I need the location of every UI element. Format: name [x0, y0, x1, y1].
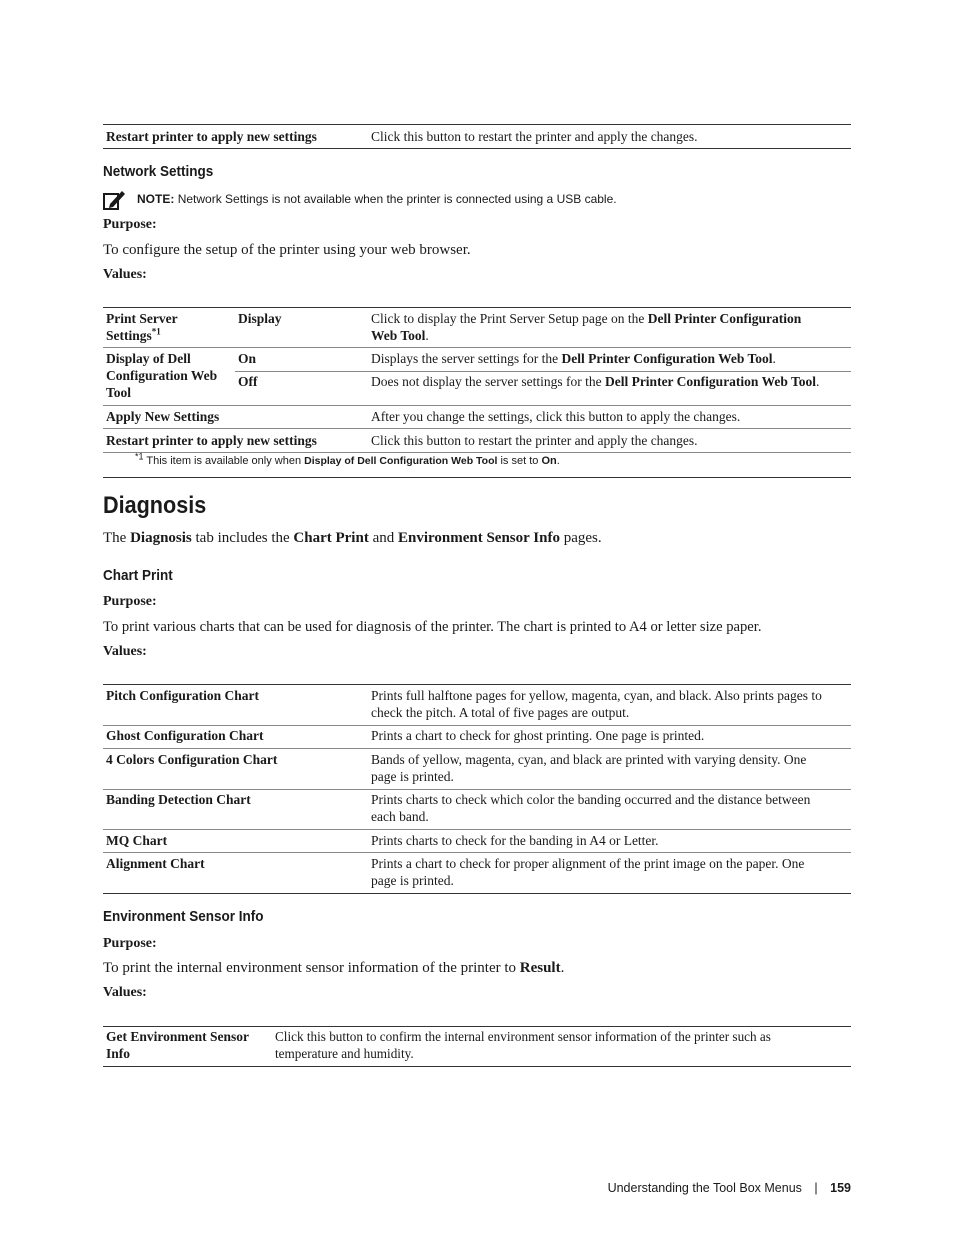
chart-print-heading: Chart Print — [103, 567, 173, 584]
chart-print-values-label: Values: — [103, 644, 147, 659]
chart-table-rule — [103, 789, 851, 790]
chart-row-label: MQ Chart — [106, 833, 168, 848]
chart-row-desc: Prints charts to check for the banding in A4 or Letter. — [371, 833, 659, 848]
top-table-rule-bottom — [103, 148, 851, 149]
network-table-rule-2b — [235, 371, 851, 372]
display-dell-off: Off — [238, 374, 258, 389]
chart-row-desc: Bands of yellow, magenta, cyan, and black are printed with varying density. One page is printed. — [371, 752, 807, 784]
restart-desc: Click this button to restart the printer and apply the changes. — [371, 433, 698, 448]
env-row-desc: Click this button to confirm the internal environment sensor information of the printer such as temperature and humidity. — [275, 1029, 771, 1061]
note-text: Network Settings is not available when the printer is connected using a USB cable. — [177, 192, 617, 206]
page-footer — [608, 1181, 851, 1195]
display-dell-on: On — [238, 351, 257, 366]
env-row-label: Get Environment Sensor Info — [106, 1029, 250, 1061]
network-purpose-label: Purpose: — [103, 217, 157, 232]
network-footnote: $^{*1}$ This item is available only when Display of Dell Configuration Web Tool is set to On. — [135, 451, 560, 467]
diagnosis-heading: Diagnosis — [103, 492, 207, 519]
top-table-desc: Click this button to restart the printer and apply the changes. — [371, 129, 698, 144]
network-table-rule-2 — [103, 347, 851, 348]
env-sensor-heading: Environment Sensor Info — [103, 908, 264, 925]
network-table-rule-5 — [103, 452, 851, 453]
display-dell-label: Display of Dell Configuration Web Tool — [106, 351, 218, 400]
network-table-rule-top — [103, 307, 851, 308]
network-table-rule-4 — [103, 428, 851, 429]
chart-row-label: 4 Colors Configuration Chart — [106, 752, 278, 767]
top-table-rule-top — [103, 124, 851, 125]
chart-row-desc: Prints full halftone pages for yellow, magenta, cyan, and black. Also prints pages to check the pitch. A total of five pages are output. — [371, 688, 822, 720]
chart-row-label: Ghost Configuration Chart — [106, 728, 264, 743]
env-table-rule-bottom — [103, 1066, 851, 1067]
chart-print-purpose-text: To print various charts that can be used for diagnosis of the printer. The chart is printed to A4 or letter size paper. — [103, 619, 762, 635]
top-table-label: Restart printer to apply new settings — [106, 129, 317, 144]
network-table-rule-3 — [103, 405, 851, 406]
env-sensor-purpose-text: To print the internal environment sensor information of the printer to Result. — [103, 960, 565, 976]
chart-row-label: Alignment Chart — [106, 856, 205, 871]
chart-row-label: Pitch Configuration Chart — [106, 688, 259, 703]
chart-print-purpose-label: Purpose: — [103, 594, 157, 609]
env-sensor-values-label: Values: — [103, 985, 147, 1000]
print-server-value: Display — [238, 311, 282, 326]
page-number: 159 — [830, 1181, 851, 1195]
chart-row-label: Banding Detection Chart — [106, 792, 251, 807]
network-purpose-text: To configure the setup of the printer using your web browser. — [103, 242, 471, 258]
apply-settings-label: Apply New Settings — [106, 409, 220, 424]
chart-table-rule-top — [103, 684, 851, 685]
network-table-rule-bottom — [103, 477, 851, 478]
diagnosis-intro: The Diagnosis tab includes the Chart Print and Environment Sensor Info pages. — [103, 530, 602, 546]
chart-table-rule — [103, 748, 851, 749]
chart-table-rule — [103, 829, 851, 830]
chart-table-rule — [103, 852, 851, 853]
note-label: NOTE: — [137, 192, 175, 206]
apply-settings-desc: After you change the settings, click this button to apply the changes. — [371, 409, 741, 424]
footer-title: Understanding the Tool Box Menus — [607, 1181, 802, 1195]
chart-row-desc: Prints a chart to check for ghost printing. One page is printed. — [371, 728, 705, 743]
display-dell-on-desc: Displays the server settings for the Dell Printer Configuration Web Tool. — [371, 351, 776, 366]
chart-table-rule — [103, 725, 851, 726]
note-pencil-icon — [103, 190, 125, 210]
env-sensor-purpose-label: Purpose: — [103, 936, 157, 951]
print-server-desc: Click to display the Print Server Setup page on the Dell Printer Configuration Web Tool. — [371, 311, 802, 343]
chart-row-desc: Prints charts to check which color the banding occurred and the distance between each band. — [371, 792, 811, 824]
chart-row-desc: Prints a chart to check for proper alignment of the print image on the paper. One page is printed. — [371, 856, 805, 888]
chart-table-rule-bottom — [103, 893, 851, 894]
print-server-label: Print Server Settings$^{*1}$ — [106, 311, 178, 343]
env-table-rule-top — [103, 1026, 851, 1027]
network-values-label: Values: — [103, 267, 147, 282]
display-dell-off-desc: Does not display the server settings for the Dell Printer Configuration Web Tool. — [371, 374, 820, 389]
footer-separator: | — [814, 1181, 818, 1195]
restart-label: Restart printer to apply new settings — [106, 433, 317, 448]
network-note — [137, 192, 617, 206]
network-settings-heading: Network Settings — [103, 163, 214, 180]
